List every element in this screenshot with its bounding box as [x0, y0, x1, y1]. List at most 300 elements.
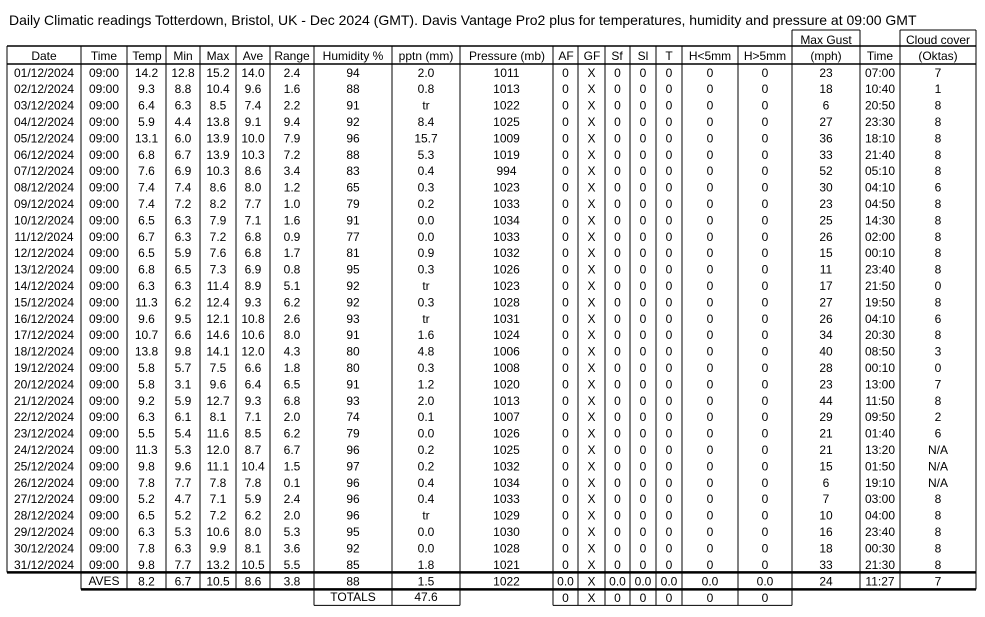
cell-sf: 0 [614, 295, 621, 310]
cell-af: 0 [562, 262, 569, 277]
cell-cloud: 8 [934, 557, 942, 572]
table-row [14, 197, 942, 211]
cell-h-gt5: 0 [761, 557, 769, 572]
cell-humidity: 79 [346, 426, 360, 441]
cell-cloud: 3 [934, 344, 942, 359]
cell-sf: 0 [614, 475, 621, 490]
cell-pptn: 0.4 [417, 492, 435, 507]
cell-cloud: 6 [934, 180, 942, 195]
average-pptn: 1.5 [417, 574, 435, 589]
cell-gust: 18 [819, 82, 833, 97]
cell-temp: 7.4 [138, 180, 155, 195]
cell-gf: X [587, 377, 596, 392]
cell-af: 0 [562, 98, 569, 113]
cell-gf: X [587, 279, 596, 293]
cell-humidity: 94 [346, 65, 360, 80]
cell-date: 19/12/2024 [13, 361, 75, 375]
cell-gf: X [587, 164, 596, 179]
cell-gust: 6 [822, 475, 830, 490]
cell-gf: X [587, 115, 596, 129]
cell-cloud: N/A [927, 459, 949, 474]
cell-h-gt5: 0 [761, 131, 769, 146]
table-title: Daily Climatic readings Totterdown, Bristol, UK - Dec 2024 (GMT). Davis Vantage Pro2 plus for temperatures, humidity and pressure at 09:00 GMT [9, 12, 917, 28]
cell-humidity: 91 [346, 98, 360, 113]
cell-time: 09:00 [88, 197, 120, 211]
cell-sl: 0 [639, 361, 647, 375]
cell-range: 5.5 [283, 557, 301, 572]
cell-ave: 5.9 [244, 492, 262, 507]
table-row [14, 82, 942, 96]
cell-h-lt5: 0 [706, 82, 714, 97]
cell-gf: X [587, 295, 596, 310]
cell-pptn: 0.8 [417, 82, 435, 97]
cell-humidity: 91 [346, 377, 360, 392]
cell-date: 03/12/2024 [13, 98, 75, 113]
cell-temp: 6.4 [138, 98, 155, 113]
cell-range: 8.0 [283, 328, 301, 343]
average-max: 10.5 [206, 574, 230, 589]
cell-temp: 5.8 [138, 361, 155, 375]
header-max: Max [206, 49, 230, 63]
cell-range: 3.4 [283, 164, 301, 179]
cell-af: 0 [562, 65, 569, 80]
cell-time: 09:00 [88, 475, 120, 490]
header-time: Time [90, 49, 118, 63]
cell-humidity: 96 [346, 475, 360, 490]
cell-range: 3.6 [283, 541, 301, 556]
header-h-gt5: H>5mm [743, 49, 787, 63]
cell-pptn: 1.2 [417, 377, 435, 392]
cell-date: 30/12/2024 [13, 541, 75, 556]
cell-h-gt5: 0 [761, 82, 769, 97]
cell-ave: 9.3 [244, 295, 262, 310]
header-gust-line2: (mph) [810, 49, 842, 63]
cell-cloud: 8 [934, 328, 942, 343]
average-min: 6.7 [174, 574, 192, 589]
cell-sl: 0 [639, 426, 647, 441]
cell-sf: 0 [614, 180, 621, 195]
average-h-gt5: 0.0 [756, 574, 774, 589]
cell-gf: X [587, 98, 596, 113]
cell-t: 0 [665, 229, 673, 244]
cell-gust-time: 18:10 [864, 131, 896, 146]
cell-h-lt5: 0 [706, 197, 714, 211]
cell-time: 09:00 [88, 525, 120, 539]
cell-humidity: 83 [346, 164, 360, 179]
cell-sl: 0 [639, 443, 647, 457]
cell-range: 5.3 [283, 525, 301, 539]
cell-min: 5.7 [174, 361, 192, 375]
cell-max: 12.1 [206, 311, 230, 326]
cell-sf: 0 [614, 459, 621, 474]
cell-min: 5.3 [174, 443, 192, 457]
cell-ave: 6.6 [244, 361, 262, 375]
average-cloud: 7 [934, 574, 942, 589]
table-row [14, 541, 942, 555]
averages-label: AVES [88, 574, 120, 588]
cell-gf: X [587, 508, 596, 523]
cell-h-lt5: 0 [706, 131, 714, 146]
cell-af: 0 [562, 557, 569, 572]
cell-h-gt5: 0 [761, 98, 769, 113]
cell-af: 0 [562, 541, 569, 556]
cell-range: 2.0 [283, 508, 301, 523]
cell-min: 5.4 [174, 426, 192, 441]
cell-pptn: 0.0 [417, 213, 435, 228]
cell-time: 09:00 [88, 82, 120, 97]
cell-date: 09/12/2024 [13, 197, 75, 211]
cell-time: 09:00 [88, 492, 120, 507]
table-row [14, 394, 942, 408]
cell-gf: X [587, 525, 596, 539]
cell-gf: X [587, 344, 596, 359]
cell-time: 09:00 [88, 377, 120, 392]
cell-h-gt5: 0 [761, 426, 769, 441]
cell-sf: 0 [614, 115, 621, 129]
cell-date: 07/12/2024 [13, 164, 75, 179]
cell-pressure: 1013 [493, 82, 520, 97]
cell-cloud: 8 [934, 393, 942, 408]
cell-af: 0 [562, 82, 569, 97]
cell-time: 09:00 [88, 459, 120, 474]
cell-t: 0 [665, 508, 673, 523]
cell-humidity: 91 [346, 328, 360, 343]
cell-temp: 6.5 [138, 213, 155, 228]
cell-range: 1.8 [283, 361, 301, 375]
cell-af: 0 [562, 115, 569, 129]
cell-gust: 23 [819, 377, 833, 392]
cell-cloud: 8 [934, 246, 942, 261]
cell-pptn: 4.8 [417, 344, 435, 359]
cell-humidity: 80 [346, 361, 360, 375]
cell-humidity: 92 [346, 115, 360, 129]
cell-cloud: 8 [934, 525, 942, 539]
cell-pptn: tr [422, 279, 430, 293]
cell-max: 11.6 [206, 426, 230, 441]
cell-t: 0 [665, 492, 673, 507]
cell-temp: 6.3 [138, 525, 155, 539]
cell-sl: 0 [639, 197, 647, 211]
cell-t: 0 [665, 541, 673, 556]
cell-max: 10.3 [206, 164, 230, 179]
cell-h-gt5: 0 [761, 180, 769, 195]
cell-pptn: 0.4 [417, 164, 435, 179]
cell-max: 7.2 [209, 508, 227, 523]
table-row [14, 377, 942, 391]
cell-sl: 0 [639, 295, 647, 310]
cell-t: 0 [665, 475, 673, 490]
cell-gust-time: 21:50 [864, 279, 896, 293]
cell-gust-time: 07:00 [864, 65, 896, 80]
cell-ave: 14.0 [241, 65, 265, 80]
cell-gf: X [587, 459, 596, 474]
cell-sl: 0 [639, 98, 647, 113]
header-row [31, 33, 970, 63]
cell-ave: 8.7 [244, 443, 262, 457]
total-sl: 0 [639, 590, 647, 605]
cell-gust-time: 02:00 [864, 229, 896, 244]
cell-pressure: 1019 [493, 147, 520, 162]
totals-pptn: 47.6 [414, 590, 438, 604]
header-gust-time: Time [866, 49, 894, 63]
cell-max: 14.1 [206, 344, 230, 359]
cell-gust-time: 20:50 [864, 98, 896, 113]
cell-h-lt5: 0 [706, 344, 714, 359]
cell-time: 09:00 [88, 328, 120, 343]
cell-gf: X [587, 443, 596, 457]
cell-gust: 16 [819, 525, 833, 539]
cell-gust: 29 [819, 410, 833, 425]
cell-date: 04/12/2024 [13, 115, 75, 129]
cell-min: 6.2 [174, 295, 192, 310]
cell-cloud: 8 [934, 197, 942, 211]
cell-humidity: 80 [346, 344, 360, 359]
table-row [14, 558, 942, 572]
cell-pressure: 1032 [493, 459, 520, 474]
average-sl: 0.0 [634, 574, 652, 589]
cell-pptn: 0.3 [417, 361, 435, 375]
cell-t: 0 [665, 131, 673, 146]
cell-pressure: 1032 [493, 246, 520, 261]
cell-humidity: 95 [346, 262, 360, 277]
cell-ave: 12.0 [241, 344, 265, 359]
cell-max: 7.9 [209, 213, 227, 228]
cell-date: 05/12/2024 [13, 131, 75, 146]
cell-date: 13/12/2024 [13, 262, 75, 277]
cell-gust: 21 [819, 443, 833, 457]
cell-humidity: 92 [346, 541, 360, 556]
cell-humidity: 81 [346, 246, 360, 261]
cell-gf: X [587, 82, 596, 97]
cell-t: 0 [665, 344, 673, 359]
cell-gf: X [587, 311, 596, 326]
cell-sf: 0 [614, 131, 621, 146]
cell-h-gt5: 0 [761, 197, 769, 211]
total-h-lt5: 0 [706, 590, 714, 605]
cell-time: 09:00 [88, 65, 120, 80]
cell-time: 09:00 [88, 508, 120, 523]
cell-ave: 6.8 [244, 246, 262, 261]
cell-gust-time: 08:50 [864, 344, 896, 359]
cell-sf: 0 [614, 246, 621, 261]
header-pressure: Pressure (mb) [468, 49, 546, 63]
cell-h-lt5: 0 [706, 475, 714, 490]
cell-range: 7.9 [283, 131, 301, 146]
cell-min: 7.7 [174, 475, 192, 490]
cell-cloud: 7 [934, 377, 942, 392]
cell-gf: X [587, 393, 596, 408]
cell-h-lt5: 0 [706, 459, 714, 474]
cell-gust: 26 [819, 229, 833, 244]
cell-date: 01/12/2024 [13, 65, 75, 80]
cell-sf: 0 [614, 213, 621, 228]
table-row [14, 213, 942, 227]
cell-pressure: 1026 [493, 262, 520, 277]
cell-sl: 0 [639, 459, 647, 474]
table-row [14, 427, 942, 441]
cell-max: 11.4 [206, 279, 230, 293]
cell-gust: 36 [819, 131, 833, 146]
cell-pptn: 0.0 [417, 541, 435, 556]
cell-pressure: 1025 [493, 443, 520, 457]
cell-ave: 7.8 [244, 475, 262, 490]
cell-min: 6.6 [174, 328, 192, 343]
cell-h-gt5: 0 [761, 311, 769, 326]
header-pptn: pptn (mm) [398, 49, 454, 63]
cell-pptn: 0.0 [417, 426, 435, 441]
table-row [14, 246, 942, 260]
cell-gust: 26 [819, 311, 833, 326]
cell-h-gt5: 0 [761, 164, 769, 179]
table-row [14, 443, 948, 457]
cell-sl: 0 [639, 229, 647, 244]
cell-ave: 10.8 [241, 311, 265, 326]
cell-date: 24/12/2024 [13, 443, 75, 457]
cell-sl: 0 [639, 508, 647, 523]
table-row [14, 476, 948, 490]
cell-min: 6.3 [174, 279, 192, 293]
cell-temp: 5.5 [138, 426, 155, 441]
cell-date: 11/12/2024 [14, 229, 74, 244]
cell-max: 9.9 [209, 541, 227, 556]
cell-gf: X [587, 361, 596, 375]
cell-date: 28/12/2024 [13, 508, 75, 523]
cell-range: 1.7 [283, 246, 301, 261]
cell-time: 09:00 [88, 164, 120, 179]
cell-h-gt5: 0 [761, 344, 769, 359]
cell-gf: X [587, 541, 596, 556]
cell-pressure: 1023 [493, 180, 520, 195]
cell-pptn: 0.2 [417, 197, 435, 211]
cell-time: 09:00 [88, 262, 120, 277]
cell-time: 09:00 [88, 410, 120, 425]
cell-h-gt5: 0 [761, 475, 769, 490]
cell-t: 0 [665, 377, 673, 392]
cell-max: 8.6 [209, 180, 227, 195]
cell-min: 6.3 [174, 98, 192, 113]
cell-temp: 6.8 [138, 262, 155, 277]
cell-max: 13.9 [206, 131, 230, 146]
cell-range: 7.2 [283, 147, 301, 162]
cell-t: 0 [665, 557, 673, 572]
cell-t: 0 [665, 164, 673, 179]
cell-date: 06/12/2024 [13, 147, 75, 162]
cell-af: 0 [562, 147, 569, 162]
cell-sl: 0 [639, 377, 647, 392]
table-row [14, 99, 942, 113]
cell-sf: 0 [614, 65, 621, 80]
cell-humidity: 97 [346, 459, 360, 474]
cell-max: 7.3 [209, 262, 227, 277]
cell-pressure: 1021 [493, 557, 520, 572]
cell-cloud: 8 [934, 492, 942, 507]
cell-af: 0 [562, 279, 569, 293]
cell-sf: 0 [614, 443, 621, 457]
cell-max: 14.6 [206, 328, 230, 343]
cell-humidity: 88 [346, 82, 360, 97]
table-row [14, 263, 942, 277]
cell-gust-time: 04:00 [864, 508, 896, 523]
cell-time: 09:00 [88, 426, 120, 441]
cell-h-gt5: 0 [761, 393, 769, 408]
cell-af: 0 [562, 311, 569, 326]
cell-af: 0 [562, 246, 569, 261]
cell-gust: 33 [819, 147, 833, 162]
cell-t: 0 [665, 82, 673, 97]
cell-humidity: 93 [346, 311, 360, 326]
cell-h-gt5: 0 [761, 295, 769, 310]
cell-h-lt5: 0 [706, 279, 714, 293]
header-cloud-line2: (Oktas) [918, 49, 958, 63]
table-row [14, 164, 942, 178]
cell-humidity: 95 [346, 525, 360, 539]
cell-sf: 0 [614, 377, 621, 392]
cell-gust: 40 [819, 344, 833, 359]
cell-min: 6.5 [174, 262, 192, 277]
cell-pressure: 1033 [493, 492, 520, 507]
cell-humidity: 96 [346, 443, 360, 457]
cell-min: 5.9 [174, 393, 192, 408]
cell-sf: 0 [614, 328, 621, 343]
cell-cloud: N/A [927, 443, 949, 457]
cell-h-gt5: 0 [761, 410, 769, 425]
average-gf: X [587, 574, 596, 589]
cell-af: 0 [562, 377, 569, 392]
average-t: 0.0 [660, 574, 678, 589]
cell-gust: 52 [819, 164, 833, 179]
cell-af: 0 [562, 443, 569, 457]
cell-sl: 0 [639, 557, 647, 572]
cell-temp: 5.8 [138, 377, 155, 392]
cell-pressure: 1030 [493, 525, 520, 539]
cell-cloud: 8 [934, 229, 942, 244]
cell-gust: 15 [819, 246, 833, 261]
cell-ave: 9.1 [244, 115, 262, 129]
cell-pptn: 0.1 [417, 410, 435, 425]
cell-sl: 0 [639, 115, 647, 129]
cell-min: 3.1 [174, 377, 192, 392]
cell-pptn: 8.4 [417, 115, 435, 129]
cell-h-lt5: 0 [706, 65, 714, 80]
cell-sl: 0 [639, 525, 647, 539]
header-range: Range [274, 49, 310, 63]
cell-af: 0 [562, 328, 569, 343]
cell-date: 31/12/2024 [13, 557, 75, 572]
cell-gust-time: 13:00 [864, 377, 896, 392]
cell-t: 0 [665, 246, 673, 261]
cell-h-lt5: 0 [706, 147, 714, 162]
cell-date: 15/12/2024 [13, 295, 75, 310]
cell-sl: 0 [639, 279, 647, 293]
cell-ave: 6.2 [244, 508, 262, 523]
total-sf: 0 [614, 590, 621, 605]
table-row [14, 410, 942, 424]
cell-sl: 0 [639, 164, 647, 179]
header-af: AF [558, 49, 574, 63]
cell-date: 02/12/2024 [13, 82, 75, 97]
cell-temp: 9.2 [138, 393, 155, 408]
cell-h-lt5: 0 [706, 541, 714, 556]
cell-ave: 7.1 [244, 213, 262, 228]
cell-max: 7.1 [209, 492, 227, 507]
cell-humidity: 96 [346, 508, 360, 523]
cell-min: 12.8 [171, 65, 195, 80]
table-row [14, 509, 942, 523]
cell-gust: 11 [819, 262, 833, 277]
cell-pressure: 1013 [493, 393, 520, 408]
cell-time: 09:00 [88, 344, 120, 359]
cell-pressure: 1026 [493, 426, 520, 441]
